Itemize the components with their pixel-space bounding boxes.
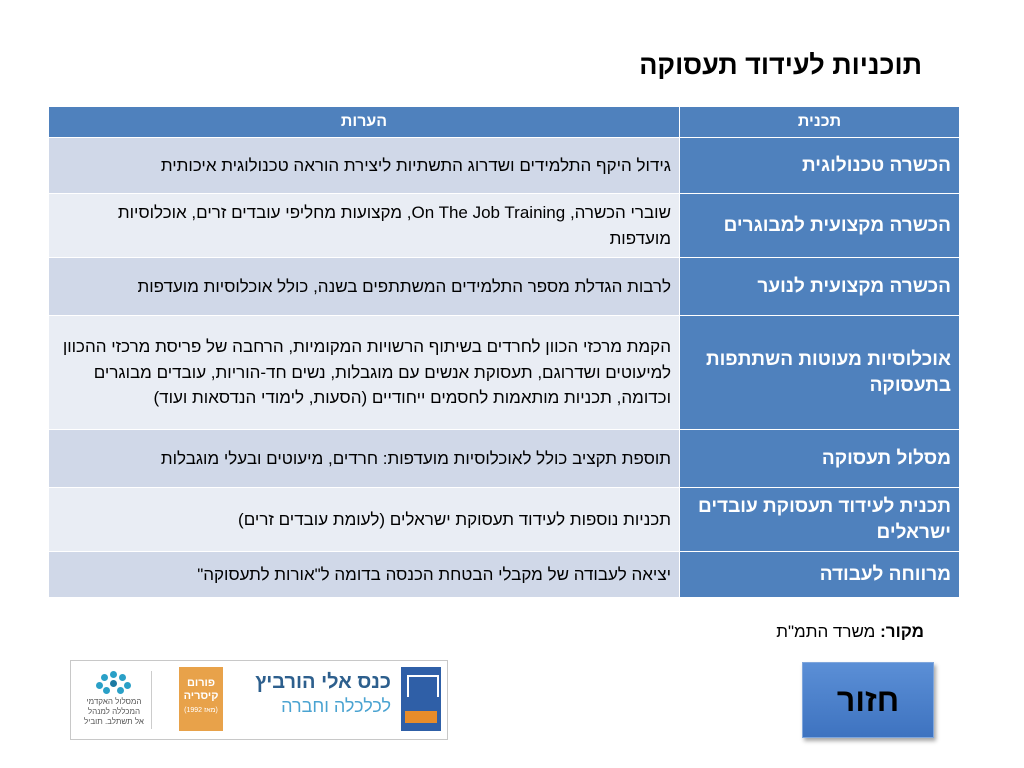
academic-line3: אל תשתלב. תוביל	[84, 717, 144, 726]
notes-cell: שוברי הכשרה, On The Job Training, מקצועות מחליפי עובדים זרים, אוכלוסיות מועדפות	[49, 194, 680, 258]
program-cell: אוכלוסיות מעוטות השתתפות בתעסוקה	[680, 316, 960, 430]
academic-line2: המכללה למנהל	[87, 707, 141, 716]
notes-cell: גידול היקף התלמידים ושדרוג התשתיות ליצירת הוראה טכנולוגית איכותית	[49, 138, 680, 194]
building-icon	[407, 675, 439, 697]
program-cell: תכנית לעידוד תעסוקת עובדים ישראלים	[680, 488, 960, 552]
flower-dots-icon	[94, 671, 134, 695]
eli-horowitz-line1: כנס אלי הורביץ	[255, 671, 391, 693]
program-cell: מרווחה לעבודה	[680, 552, 960, 598]
notes-cell: תכניות נוספות לעידוד תעסוקת ישראלים (לעומת עובדים זרים)	[49, 488, 680, 552]
table-row	[49, 258, 960, 316]
notes-cell: תוספת תקציב כולל לאוכלוסיות מועדפות: חרדים, מיעוטים ובעלי מוגבלות	[49, 430, 680, 488]
sponsor-logos	[70, 660, 448, 740]
academic-line1: המסלול האקדמי	[86, 697, 142, 706]
back-button[interactable]: חזור	[802, 662, 934, 738]
notes-cell: יציאה לעבודה של מקבלי הבטחת הכנסה בדומה ל"אורות לתעסוקה"	[49, 552, 680, 598]
caesarea-forum-logo	[179, 667, 223, 731]
table-row	[49, 138, 960, 194]
source-label: מקור:	[880, 622, 924, 641]
program-cell: מסלול תעסוקה	[680, 430, 960, 488]
header-program: תכנית	[680, 107, 960, 138]
table-row	[49, 194, 960, 258]
table-row	[49, 552, 960, 598]
source-note	[776, 622, 924, 642]
caesarea-line2: קיסריה	[183, 690, 219, 703]
table-row	[49, 316, 960, 430]
eli-horowitz-logo	[227, 667, 391, 731]
table-row	[49, 488, 960, 552]
notes-cell: לרבות הגדלת מספר התלמידים המשתתפים בשנה, כולל אוכלוסיות מועדפות	[49, 258, 680, 316]
logo-base-bar	[405, 711, 437, 723]
program-cell: הכשרה מקצועית למבוגרים	[680, 194, 960, 258]
notes-cell: הקמת מרכזי הכוון לחרדים בשיתוף הרשויות המקומיות, הרחבה של פריסת מרכזי ההכוון למיעוטים ושדרוגם, תעסוקת אנשים עם מוגבלות, נשים חד-הוריות, עובדים מבוגרים וכדומה, תכניות מותאמות לחסמים ייחודיים (הסעות, לימודי הנדסאות ועוד)	[49, 316, 680, 430]
caesarea-since: (מאז 1992)	[184, 707, 218, 715]
logo-divider	[151, 671, 152, 729]
page-title: תוכניות לעידוד תעסוקה	[639, 50, 922, 80]
programs-table	[48, 106, 960, 598]
eli-horowitz-line2: לכלכלה וחברה	[281, 696, 391, 716]
source-text: משרד התמ"ת	[776, 622, 876, 641]
academic-track-logo	[79, 667, 149, 731]
caesarea-title	[179, 677, 223, 703]
program-cell: הכשרה טכנולוגית	[680, 138, 960, 194]
democracy-institute-logo	[401, 667, 441, 731]
table-row	[49, 430, 960, 488]
header-notes: הערות	[49, 107, 680, 138]
program-cell: הכשרה מקצועית לנוער	[680, 258, 960, 316]
caesarea-line1: פורום	[186, 677, 216, 689]
table-header-row	[49, 107, 960, 138]
academic-track-text	[79, 697, 149, 727]
